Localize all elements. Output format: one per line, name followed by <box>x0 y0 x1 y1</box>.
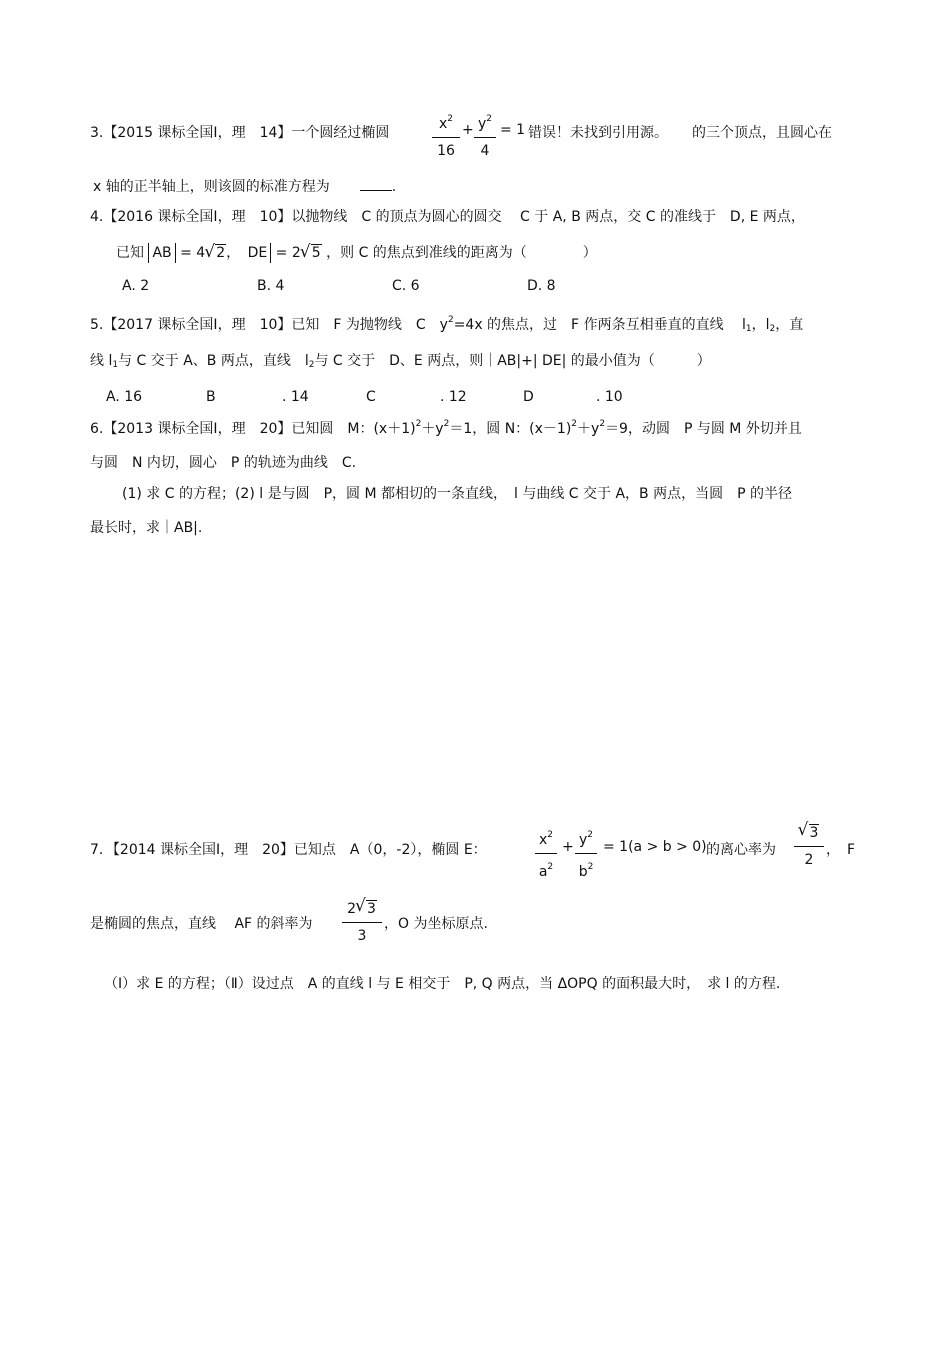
q4-line1: 4.【2016 课标全国Ⅰ，理 10】以抛物线 C 的顶点为圆心的圆交 C 于 A, B 两点，交 C 的准线于 D, E 两点， <box>90 209 805 225</box>
q5-option-d-value: . 10 <box>596 389 623 405</box>
q3-prefix: 3.【2015 课标全国Ⅰ，理 14】一个圆经过椭圆 <box>90 125 390 141</box>
q5-line2: 线 $l_1$与 C 交于 A、B 两点，直线 $l_2$与 C 交于 D、E 两点，则｜AB|+| DE| 的最小值为（ ） <box>90 353 711 370</box>
q5-option-d-letter: D <box>523 389 534 405</box>
q6-line2: 与圆 N 内切，圆心 P 的轨迹为曲线 C. <box>90 455 357 471</box>
q4-option-a: A. 2 <box>122 278 150 294</box>
q3-suffix: 的三个顶点，且圆心在 <box>692 125 832 141</box>
q4-option-b: B. 4 <box>257 278 285 294</box>
q4-line2: 已知 AB = 4√ 2， DE = 2√ 5 ，则 C 的焦点到准线的距离为（ ） <box>116 242 597 263</box>
q3-fraction-y2-4: $y^2$ 4 <box>474 108 496 162</box>
q4-option-d: D. 8 <box>527 278 556 294</box>
q5-option-b-value: . 14 <box>282 389 309 405</box>
q4-abs-ab: AB <box>148 243 175 263</box>
q7-line3: （Ⅰ）求 E 的方程；（Ⅱ）设过点 A 的直线 l 与 E 相交于 P, Q 两点，当 ΔOPQ 的面积最大时， 求 l 的方程. <box>104 976 781 992</box>
q3-error-text: 错误！未找到引用源。 <box>528 125 668 141</box>
q5-option-c-value: . 12 <box>440 389 467 405</box>
q5-option-b-letter: B <box>206 389 216 405</box>
q7-eccentricity-value: √ 3 2 <box>794 822 824 871</box>
q3-answer-blank[interactable] <box>360 178 392 191</box>
q7-slope-value: 2√ 3 3 <box>342 898 382 947</box>
q7-line2-b: ，O 为坐标原点. <box>384 916 488 932</box>
q3-equals-one: = 1 <box>500 122 526 138</box>
q4-option-c: C. 6 <box>392 278 420 294</box>
q7-line2-a: 是椭圆的焦点，直线 AF 的斜率为 <box>90 916 313 932</box>
q3-line2: x 轴的正半轴上，则该圆的标准方程为 . <box>93 179 397 195</box>
q5-option-a: A. 16 <box>106 389 143 405</box>
q5-option-c-letter: C <box>366 389 376 405</box>
q6-line4: 最长时，求｜AB|. <box>90 520 203 536</box>
q7-tail: ， F <box>826 842 856 858</box>
q7-plus: + <box>562 839 574 855</box>
q4-abs-de: DE <box>245 243 272 263</box>
q7-fraction-y2-b2: $y^2$ $b^2$ <box>575 824 597 883</box>
q6-line3: (1) 求 C 的方程；(2) l 是与圆 P，圆 M 都相切的一条直线， l 与曲线 C 交于 A，B 两点，当圆 P 的半径 <box>122 486 792 502</box>
q7-fraction-x2-a2: $x^2$ $a^2$ <box>535 824 557 883</box>
q7-prefix: 7．【2014 课标全国Ⅰ，理 20】已知点 A（0，-2），椭圆 E： <box>90 842 487 858</box>
q7-condition: = 1(a > b > 0) <box>603 839 707 855</box>
q5-line1: 5.【2017 课标全国Ⅰ，理 10】已知 F 为抛物线 C $y^2=4x$ 的焦点，过 F 作两条互相垂直的直线 $l_1$，$l_2$，直 <box>90 315 804 334</box>
q6-line1: 6.【2013 课标全国Ⅰ，理 20】已知圆 M：$(x+1)^2+y^2=1$，圆 N：$(x-1)^2+y^2=9$，动圆 P 与圆 M 外切并且 <box>90 419 802 437</box>
q7-eccentricity-label: 的离心率为 <box>706 842 776 858</box>
q3-fraction-x2-16: $x^2$ 16 <box>432 108 460 162</box>
q3-plus: + <box>462 122 474 138</box>
